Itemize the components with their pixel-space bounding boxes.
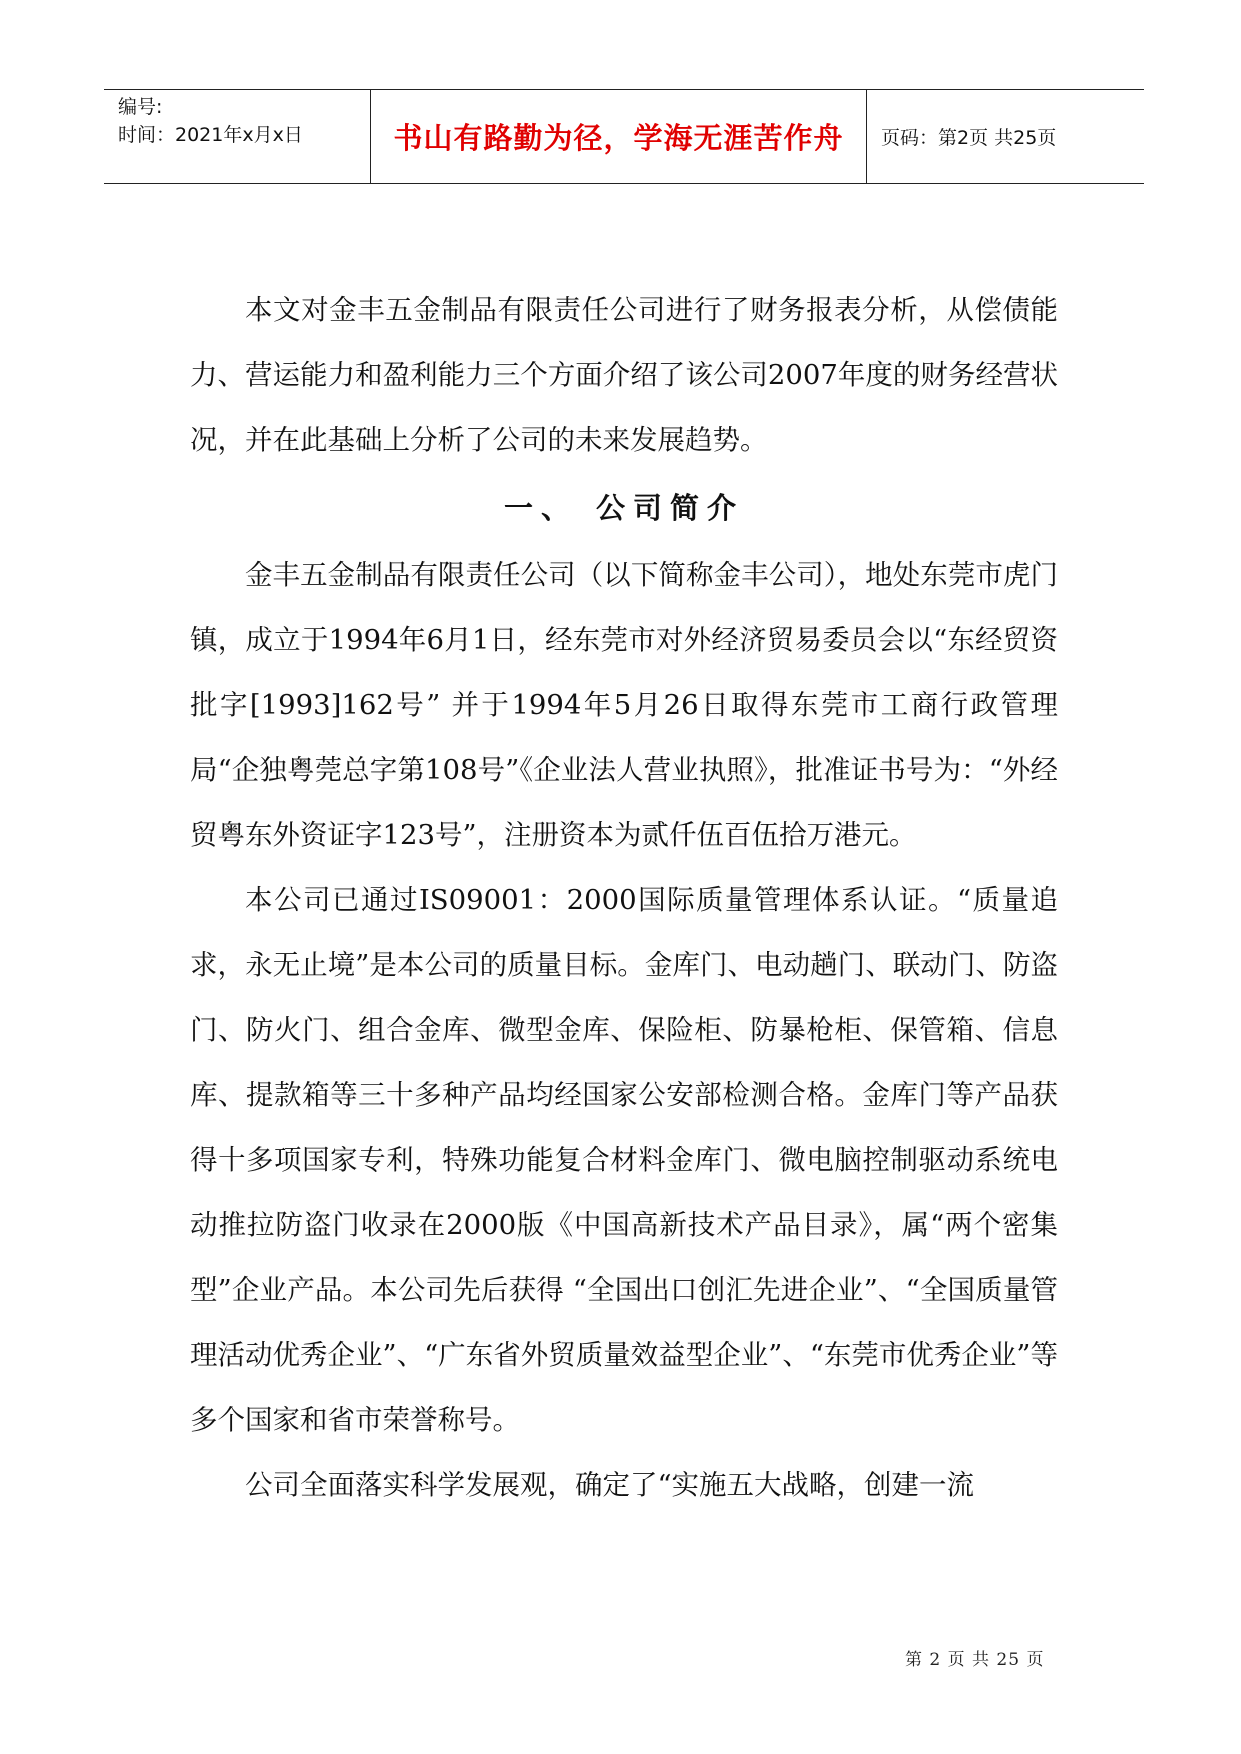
section-title: 一、 公司简介 <box>503 491 745 525</box>
header-meta <box>104 90 370 183</box>
header-page-label: 页码：第2页 共25页 <box>881 127 1057 149</box>
header-page-cell <box>867 90 1144 183</box>
paragraph-quality: 本公司已通过IS09001：2000国际质量管理体系认证。“质量追求，永无止境”是本公司的质量目标。金库门、电动趟门、联动门、防盗门、防火门、组合金库、微型金库、保险柜、防暴枪柜、保管箱、信息库、提款箱等三十多种产品均经国家公安部检测合格。金库门等产品获得十多项国家专利，特殊功能复合材料金库门、微电脑控制驱动系统电动推拉防盗门收录在2000版《中国高新技术产品目录》，属“两个密集型”企业产品。本公司先后获得 “全国出口创汇先进企业”、“全国质量管理活动优秀企业”、“广东省外贸质量效益型企业”、“东莞市优秀企业”等多个国家和省市荣誉称号。 <box>190 884 1058 1436</box>
paragraph-company-intro: 金丰五金制品有限责任公司（以下简称金丰公司），地处东莞市虎门镇，成立于1994年6月1日，经东莞市对外经济贸易委员会以“东经贸资批字[1993]162号” 并于1994年5月26日取得东莞市工商行政管理局“企独粤莞总字第108号”《企业法人营业执照》，批准证书号为：“外经贸粤东外资证字123号”，注册资本为贰仟伍百伍拾万港元。 <box>190 559 1058 851</box>
header-motto: 书山有路勤为径，学海无涯苦作舟 <box>393 121 844 155</box>
paragraph-abstract: 本文对金丰五金制品有限责任公司进行了财务报表分析，从偿债能力、营运能力和盈利能力三个方面介绍了该公司2007年度的财务经营状况，并在此基础上分析了公司的未来发展趋势。 <box>190 294 1058 456</box>
page-footer: 第 2 页 共 25 页 <box>905 1650 1045 1670</box>
header-motto-cell <box>370 90 867 183</box>
page-header <box>104 89 1144 184</box>
document-body <box>190 278 1058 1518</box>
document-number-label: 编号: <box>118 96 163 118</box>
document-time-label: 时间：2021年x月x日 <box>118 124 303 146</box>
paragraph-strategy: 公司全面落实科学发展观，确定了“实施五大战略，创建一流 <box>245 1469 975 1501</box>
